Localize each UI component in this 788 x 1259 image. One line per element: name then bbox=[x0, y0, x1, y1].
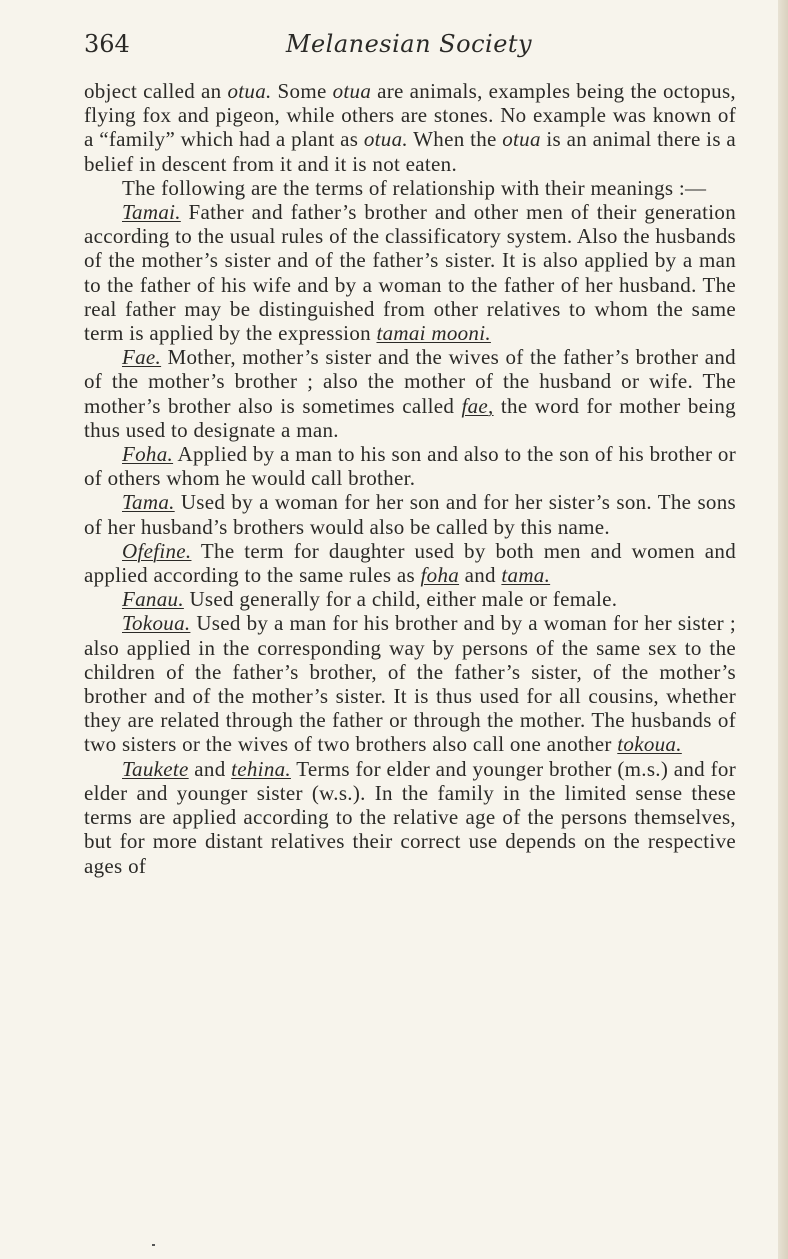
body-text bbox=[84, 79, 736, 878]
page-number: 364 bbox=[84, 30, 130, 58]
italic-term: fae, bbox=[461, 393, 494, 418]
text-run: Terms for elder and younger brother (m.s.) and for elder and younger sister (w.s.). In the family in the limited sense these terms are applied according to the relative age of the persons themselves, but for more distant relatives their correct use depends on the respective ages of bbox=[84, 756, 736, 878]
entry-fanau bbox=[84, 587, 736, 611]
entry-fae bbox=[84, 345, 736, 442]
text-run: The term for daughter used by both men and women and applied according to the same rules as bbox=[84, 538, 736, 588]
italic-term: otua. bbox=[363, 127, 408, 152]
entry-term: Ofefine. bbox=[122, 538, 192, 563]
text-run: When the bbox=[407, 127, 503, 152]
italic-term: tamai mooni. bbox=[376, 321, 491, 346]
page-edge-shadow bbox=[778, 0, 788, 1259]
entry-tamai bbox=[84, 200, 736, 345]
text-run: Used by a man for his brother and by a woman for her sister ; also applied in the corresponding way by persons of the same sex to the children of the father’s brother, of the father’s sister, of the mother’s brother and of the mother’s sister. It is thus used for all cousins, whether they are related through the father or through the mother. The husbands of two sisters or the wives of two brothers also call one another bbox=[84, 611, 736, 757]
italic-term: otua bbox=[332, 79, 372, 103]
running-title: Melanesian Society bbox=[285, 30, 533, 58]
paragraph-otua bbox=[84, 79, 736, 176]
italic-term: otua bbox=[502, 127, 541, 152]
text-run: are animals, examples being the octopus, flying fox and pigeon, while others are stones. No example was known of a “family” which had a plant as bbox=[84, 79, 736, 152]
italic-term: foha bbox=[420, 563, 460, 588]
entry-term: Foha. bbox=[122, 442, 174, 467]
italic-term: tokoua. bbox=[617, 732, 682, 757]
entry-term: Tamai. bbox=[122, 200, 181, 225]
italic-term: otua. bbox=[227, 79, 272, 103]
text-run: is an animal there is a belief in descent from it and it is not eaten. bbox=[84, 127, 737, 176]
entry-term: Tokoua. bbox=[122, 611, 191, 636]
entry-taukete-tehina bbox=[84, 757, 736, 878]
text-run: The following are the terms of relationship with their meanings :— bbox=[122, 175, 707, 200]
italic-term: tama. bbox=[501, 563, 551, 588]
text-run: object called an bbox=[84, 79, 228, 103]
text-run: Used by a woman for her son and for her sister’s son. The sons of her husband’s brothers would also be called by this name. bbox=[84, 490, 736, 539]
ink-speck bbox=[152, 1244, 155, 1246]
text-run: Father and father’s brother and other men of their generation according to the usual rules of the classificatory system. Also the husbands of the mother’s sister and of the father’s sister. It is also applied by a man to the father of his wife and by a woman to the father of her husband. The real father may be distinguished from other relatives to whom the same term is applied by the expression bbox=[84, 200, 736, 346]
text-run: and bbox=[188, 756, 232, 781]
text-run: Used generally for a child, either male or female. bbox=[183, 587, 618, 612]
entry-term: Fae. bbox=[122, 345, 162, 370]
entry-foha bbox=[84, 442, 736, 490]
text-run: Some bbox=[271, 79, 333, 103]
entry-term: Taukete bbox=[122, 756, 189, 781]
entry-tokoua bbox=[84, 611, 736, 756]
entry-term: tehina. bbox=[231, 756, 291, 781]
page-header bbox=[84, 30, 734, 64]
text-run: Applied by a man to his son and also to the son of his brother or of others whom he would call brother. bbox=[84, 442, 736, 491]
entry-tama bbox=[84, 490, 736, 538]
entry-ofefine bbox=[84, 539, 736, 587]
paragraph-intro bbox=[84, 176, 736, 200]
entry-term: Tama. bbox=[122, 490, 175, 515]
text-run: and bbox=[459, 563, 502, 588]
entry-term: Fanau. bbox=[122, 587, 184, 612]
text-run: Mother, mother’s sister and the wives of the father’s brother and of the mother’s brother ; also the mother of the husband or wife. The mother’s brother also is sometimes called bbox=[84, 345, 736, 418]
text-run: the word for mother being thus used to designate a man. bbox=[84, 393, 736, 442]
